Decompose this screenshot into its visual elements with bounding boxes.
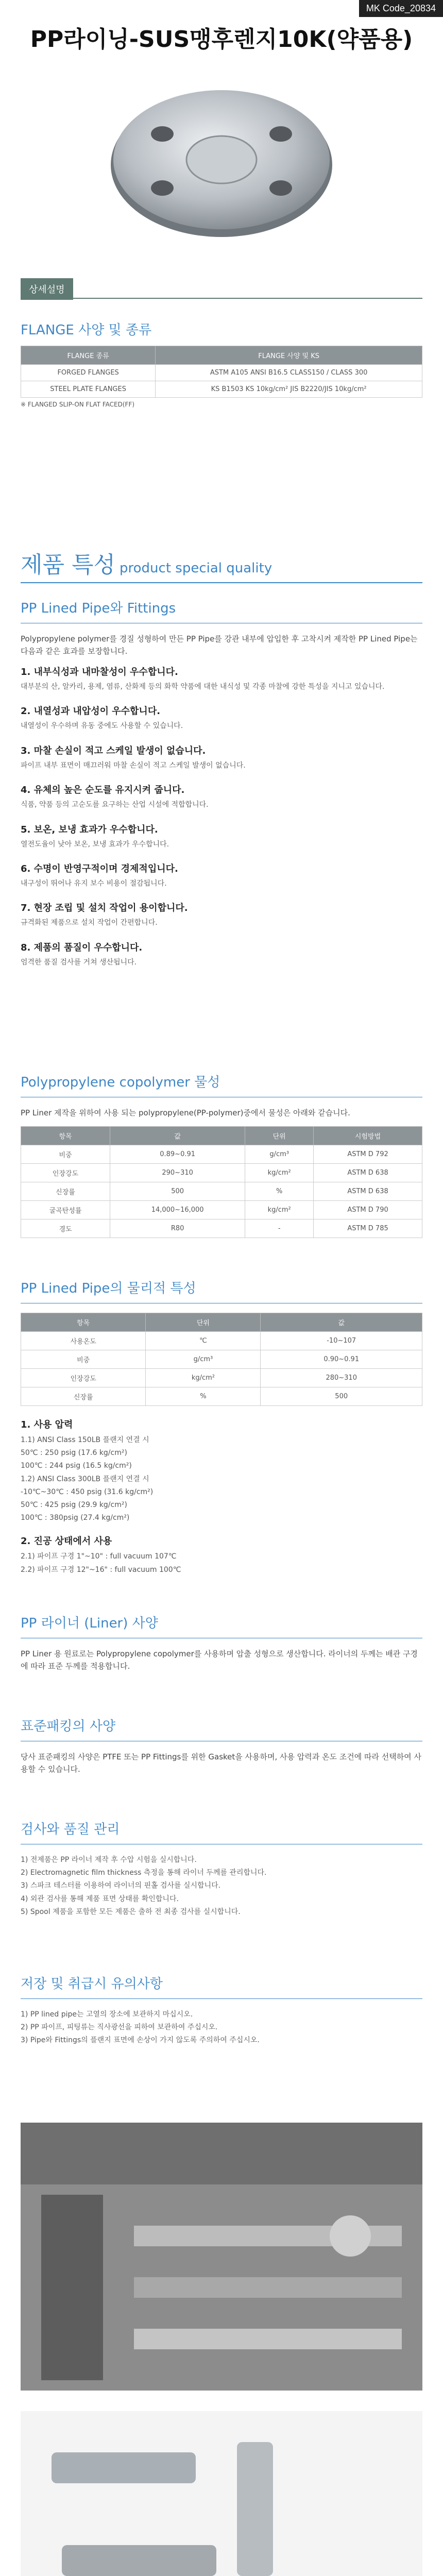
liner-text: PP Liner 용 원료로는 Polypropylene copolymer를 사용하며 압출 성형으로 생산합니다. 라이너의 두께는 배관 구경에 따라 표준 두께를 적용합니다. bbox=[21, 1649, 418, 1671]
copolymer-table: 항목 값 단위 시험방법 비중 0.89~0.91 g/cm³ ASTM D 792 인장강도 290~310 kg/cm² ASTM D 638 신장률 500 % ASTM D 638 굴곡탄성률 14,000~16,000 kg/cm² ASTM D 790 경도 R80 - ASTM D 785 bbox=[21, 1126, 422, 1238]
feature-item: 3. 마찰 손실이 적고 스케일 발생이 없습니다. 파이프 내부 표면이 매끄러워 마찰 손실이 적고 스케일 발생이 없습니다. bbox=[21, 745, 246, 770]
product-code: MK Code_20834 bbox=[359, 0, 443, 17]
inspect-list: 1) 전제품은 PP 라이너 제작 후 수압 시험을 실시합니다. 2) Electromagnetic film thickness 측정을 통해 라이너 두께를 관리합니다. 3) 스파크 테스터를 이용하여 라이너의 핀홀 검사를 실시합니다. 4) 외관 검사를 통해 제품 표면 상태를 확인합니다. 5) Spool 제품을 포함한 모든 제품은 출하 전 최종 검사를 실시합니다. bbox=[21, 1856, 267, 1916]
standard-text: 당사 표준패킹의 사양은 PTFE 또는 PP Fittings를 위한 Gasket을 사용하며, 사용 압력과 온도 조건에 따라 선택하여 사용할 수 있습니다. bbox=[21, 1752, 421, 1774]
standard-section bbox=[21, 1716, 422, 1783]
divider bbox=[21, 298, 422, 299]
inspect-section bbox=[21, 1819, 422, 1919]
flange-product-image bbox=[103, 72, 340, 247]
table-row: 신장률 % 500 bbox=[21, 1387, 422, 1406]
fittings-photo bbox=[21, 2411, 422, 2576]
table-header: FLANGE 종류 bbox=[21, 346, 156, 365]
standard-title: 표준패킹의 사양 bbox=[21, 1719, 116, 1734]
table-row: STEEL PLATE FLANGES KS B1503 KS 10kg/cm² JIS B2220/JIS 10kg/cm² bbox=[21, 381, 422, 398]
physical-title: PP Lined Pipe의 물리적 특성 bbox=[21, 1281, 196, 1296]
storage-list: 1) PP lined pipe는 고열의 장소에 보관하지 마십시오. 2) PP 파이프, 피팅류는 직사광선을 피하여 보관하여 주십시오. 3) Pipe와 Fittings의 플랜지 표면에 손상이 가지 않도록 주의하여 주십시오. bbox=[21, 2010, 260, 2045]
storage-section bbox=[21, 1973, 422, 2047]
feature-item: 5. 보온, 보냉 효과가 우수합니다. 열전도율이 낮아 보온, 보냉 효과가 우수합니다. bbox=[21, 824, 169, 849]
vacuum-list: 2.1) 파이프 구경 1"~10" : full vacuum 107℃ 2.2) 파이프 구경 12"~16" : full vacuum 100℃ bbox=[21, 1552, 181, 1574]
table-row: 굴곡탄성률 14,000~16,000 kg/cm² ASTM D 790 bbox=[21, 1201, 422, 1219]
flange-title: FLANGE 사양 및 종류 bbox=[21, 323, 152, 338]
detail-tab[interactable]: 상세설명 bbox=[21, 278, 73, 300]
table-row: 신장률 500 % ASTM D 638 bbox=[21, 1182, 422, 1201]
use-pressure-title: 1. 사용 압력 bbox=[21, 1419, 73, 1430]
factory-photo bbox=[21, 2123, 422, 2391]
feature-item: 8. 제품의 품질이 우수합니다. 엄격한 품질 검사를 거쳐 생산됩니다. bbox=[21, 942, 143, 967]
flange-note: ※ FLANGED SLIP-ON FLAT FACED(FF) bbox=[21, 401, 135, 408]
physical-table: 항목 단위 값 사용온도 ℃ -10~107 비중 g/cm³ 0.90~0.91 인장강도 kg/cm² 280~310 신장률 % 500 bbox=[21, 1313, 422, 1406]
physical-section bbox=[21, 1278, 422, 1577]
copolymer-intro: PP Liner 제작을 위하여 사용 되는 polypropylene(PP-polymer)중에서 물성은 아래와 같습니다. bbox=[21, 1108, 350, 1117]
pp-lined-title: PP Lined Pipe와 Fittings bbox=[21, 601, 176, 616]
table-row: 인장강도 kg/cm² 280~310 bbox=[21, 1369, 422, 1387]
liner-title: PP 라이너 (Liner) 사양 bbox=[21, 1616, 158, 1631]
divider bbox=[21, 582, 422, 583]
storage-title: 저장 및 취급시 유의사항 bbox=[21, 1976, 163, 1992]
table-row: 비중 g/cm³ 0.90~0.91 bbox=[21, 1350, 422, 1369]
table-header: FLANGE 사양 및 KS bbox=[156, 346, 422, 365]
liner-section bbox=[21, 1613, 422, 1680]
pp-lined-section bbox=[21, 598, 422, 979]
pp-lined-intro: Polypropylene polymer를 경질 성형하여 만든 PP Pipe를 강관 내부에 압입한 후 고착시켜 제작한 PP Lined Pipe는 다음과 같은 효과를 보장합니다. bbox=[21, 634, 418, 656]
copolymer-section bbox=[21, 1072, 422, 1238]
features-title: 제품 특성 product special quality bbox=[21, 552, 272, 578]
table-row: 사용온도 ℃ -10~107 bbox=[21, 1332, 422, 1350]
table-row: 인장강도 290~310 kg/cm² ASTM D 638 bbox=[21, 1164, 422, 1182]
feature-item: 6. 수명이 반영구적이며 경제적입니다. 내구성이 뛰어나 유지 보수 비용이 절감됩니다. bbox=[21, 863, 178, 888]
flange-table bbox=[21, 346, 422, 398]
table-row: 경도 R80 - ASTM D 785 bbox=[21, 1219, 422, 1238]
feature-item: 2. 내열성과 내압성이 우수합니다. 내열성이 우수하며 유동 중에도 사용할 수 있습니다. bbox=[21, 706, 183, 731]
table-row: 비중 0.89~0.91 g/cm³ ASTM D 792 bbox=[21, 1145, 422, 1164]
copolymer-title: Polypropylene copolymer 물성 bbox=[21, 1075, 220, 1090]
table-row: FORGED FLANGES ASTM A105 ANSI B16.5 CLASS150 / CLASS 300 bbox=[21, 365, 422, 381]
feature-item: 7. 현장 조립 및 설치 작업이 용이합니다. 규격화된 제품으로 설치 작업이 간편합니다. bbox=[21, 903, 188, 927]
use-pressure-list: 1.1) ANSI Class 150LB 플랜지 연결 시 50℃ : 250 psig (17.6 kg/cm²) 100℃ : 244 psig (16.5 kg/cm²) 1.2) ANSI Class 300LB 플랜지 연결 시 -10℃~30℃ : 450 psig (31.6 kg/cm²) 50℃ : 425 psig (29.9 kg/cm²) 100℃ : 380psig (27.4 kg/cm²) bbox=[21, 1436, 154, 1522]
vacuum-title: 2. 진공 상태에서 사용 bbox=[21, 1536, 112, 1547]
feature-item: 4. 유체의 높은 순도를 유지시켜 줍니다. 식품, 약품 등의 고순도를 요구하는 산업 시설에 적합합니다. bbox=[21, 785, 209, 809]
flange-section bbox=[21, 319, 422, 408]
page-title: PP라이닝-SUS맹후렌지10K(약품용) bbox=[30, 26, 413, 53]
feature-item: 1. 내부식성과 내마찰성이 우수합니다. 대부분의 산, 알카리, 용제, 염류, 산화제 등의 화학 약품에 대한 내식성 및 각종 마찰에 강한 특성을 지니고 있습니다. bbox=[21, 667, 385, 691]
inspect-title: 검사와 품질 관리 bbox=[21, 1822, 120, 1837]
